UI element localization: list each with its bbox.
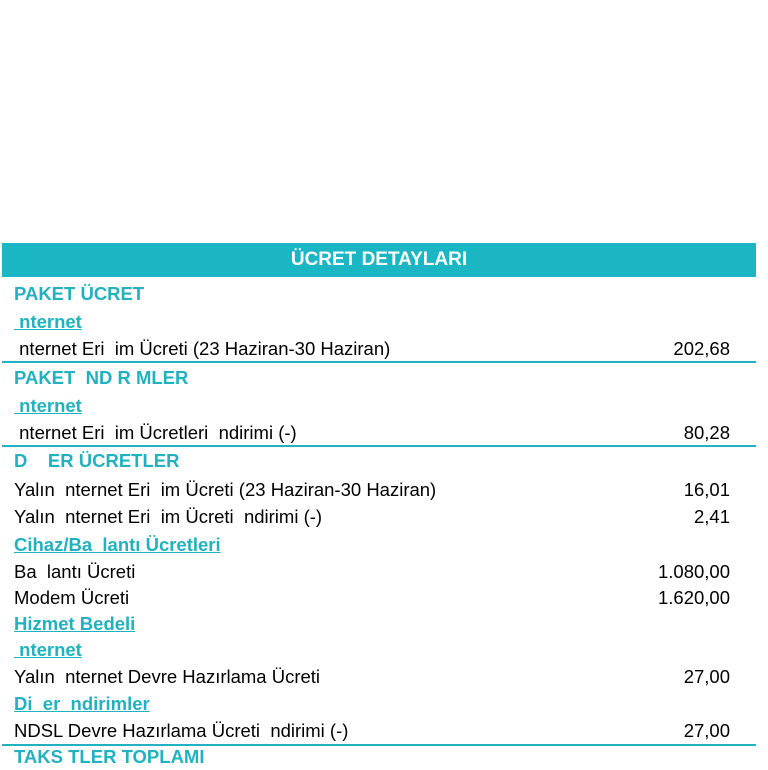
row-label: Cihaz/Ba lantı Ücretleri (14, 534, 221, 555)
subsection-heading (14, 691, 730, 717)
subsection-heading (14, 611, 730, 637)
row-label: NDSL Devre Hazırlama Ücreti ndirimi (-) (14, 720, 349, 741)
row-label: Yalın nternet Eri im Ücreti (23 Haziran-30 Haziran) (14, 479, 437, 500)
row-label: Modem Ücreti (14, 587, 130, 608)
fee-row (14, 718, 730, 744)
row-label: PAKET ÜCRET (14, 283, 145, 304)
fee-row (14, 420, 730, 446)
section-heading (14, 448, 730, 474)
fee-row (14, 477, 730, 503)
row-label: Ba lantı Ücreti (14, 561, 136, 582)
row-amount: 16,01 (683, 479, 730, 500)
fee-row (14, 664, 730, 690)
fee-row (14, 559, 730, 585)
row-label: nternet Eri im Ücretleri ndirimi (-) (14, 422, 297, 443)
fee-row (14, 336, 730, 362)
row-amount: 2,41 (693, 506, 730, 527)
subsection-heading (14, 637, 730, 663)
row-label: Yalın nternet Eri im Ücreti ndirimi (-) (14, 506, 323, 527)
fee-details-header: ÜCRET DETAYLARI (2, 243, 756, 277)
row-amount: 202,68 (673, 338, 730, 359)
subsection-heading (14, 309, 730, 335)
divider (2, 445, 756, 447)
section-heading (14, 281, 730, 307)
row-amount: 27,00 (683, 666, 730, 687)
row-label: TAKS TLER TOPLAMI (14, 746, 205, 767)
row-label: Di er ndirimler (14, 693, 150, 714)
row-label: nternet (14, 311, 82, 332)
row-label: Hizmet Bedeli (14, 613, 136, 634)
row-label: PAKET ND R MLER (14, 367, 189, 388)
fee-row (14, 504, 730, 530)
row-amount: 1.620,00 (657, 587, 730, 608)
section-heading (14, 744, 730, 770)
row-amount: 27,00 (683, 720, 730, 741)
row-amount: 1.080,00 (657, 561, 730, 582)
row-label: nternet Eri im Ücreti (23 Haziran-30 Haziran) (14, 338, 391, 359)
subsection-heading (14, 532, 730, 558)
divider (2, 361, 756, 363)
section-heading (14, 365, 730, 391)
divider (2, 744, 756, 746)
row-label: Yalın nternet Devre Hazırlama Ücreti (14, 666, 321, 687)
row-label: nternet (14, 395, 82, 416)
subsection-heading (14, 393, 730, 419)
row-label: D ER ÜCRETLER (14, 450, 180, 471)
row-label: nternet (14, 639, 82, 660)
fee-row (14, 585, 730, 611)
row-amount: 80,28 (683, 422, 730, 443)
